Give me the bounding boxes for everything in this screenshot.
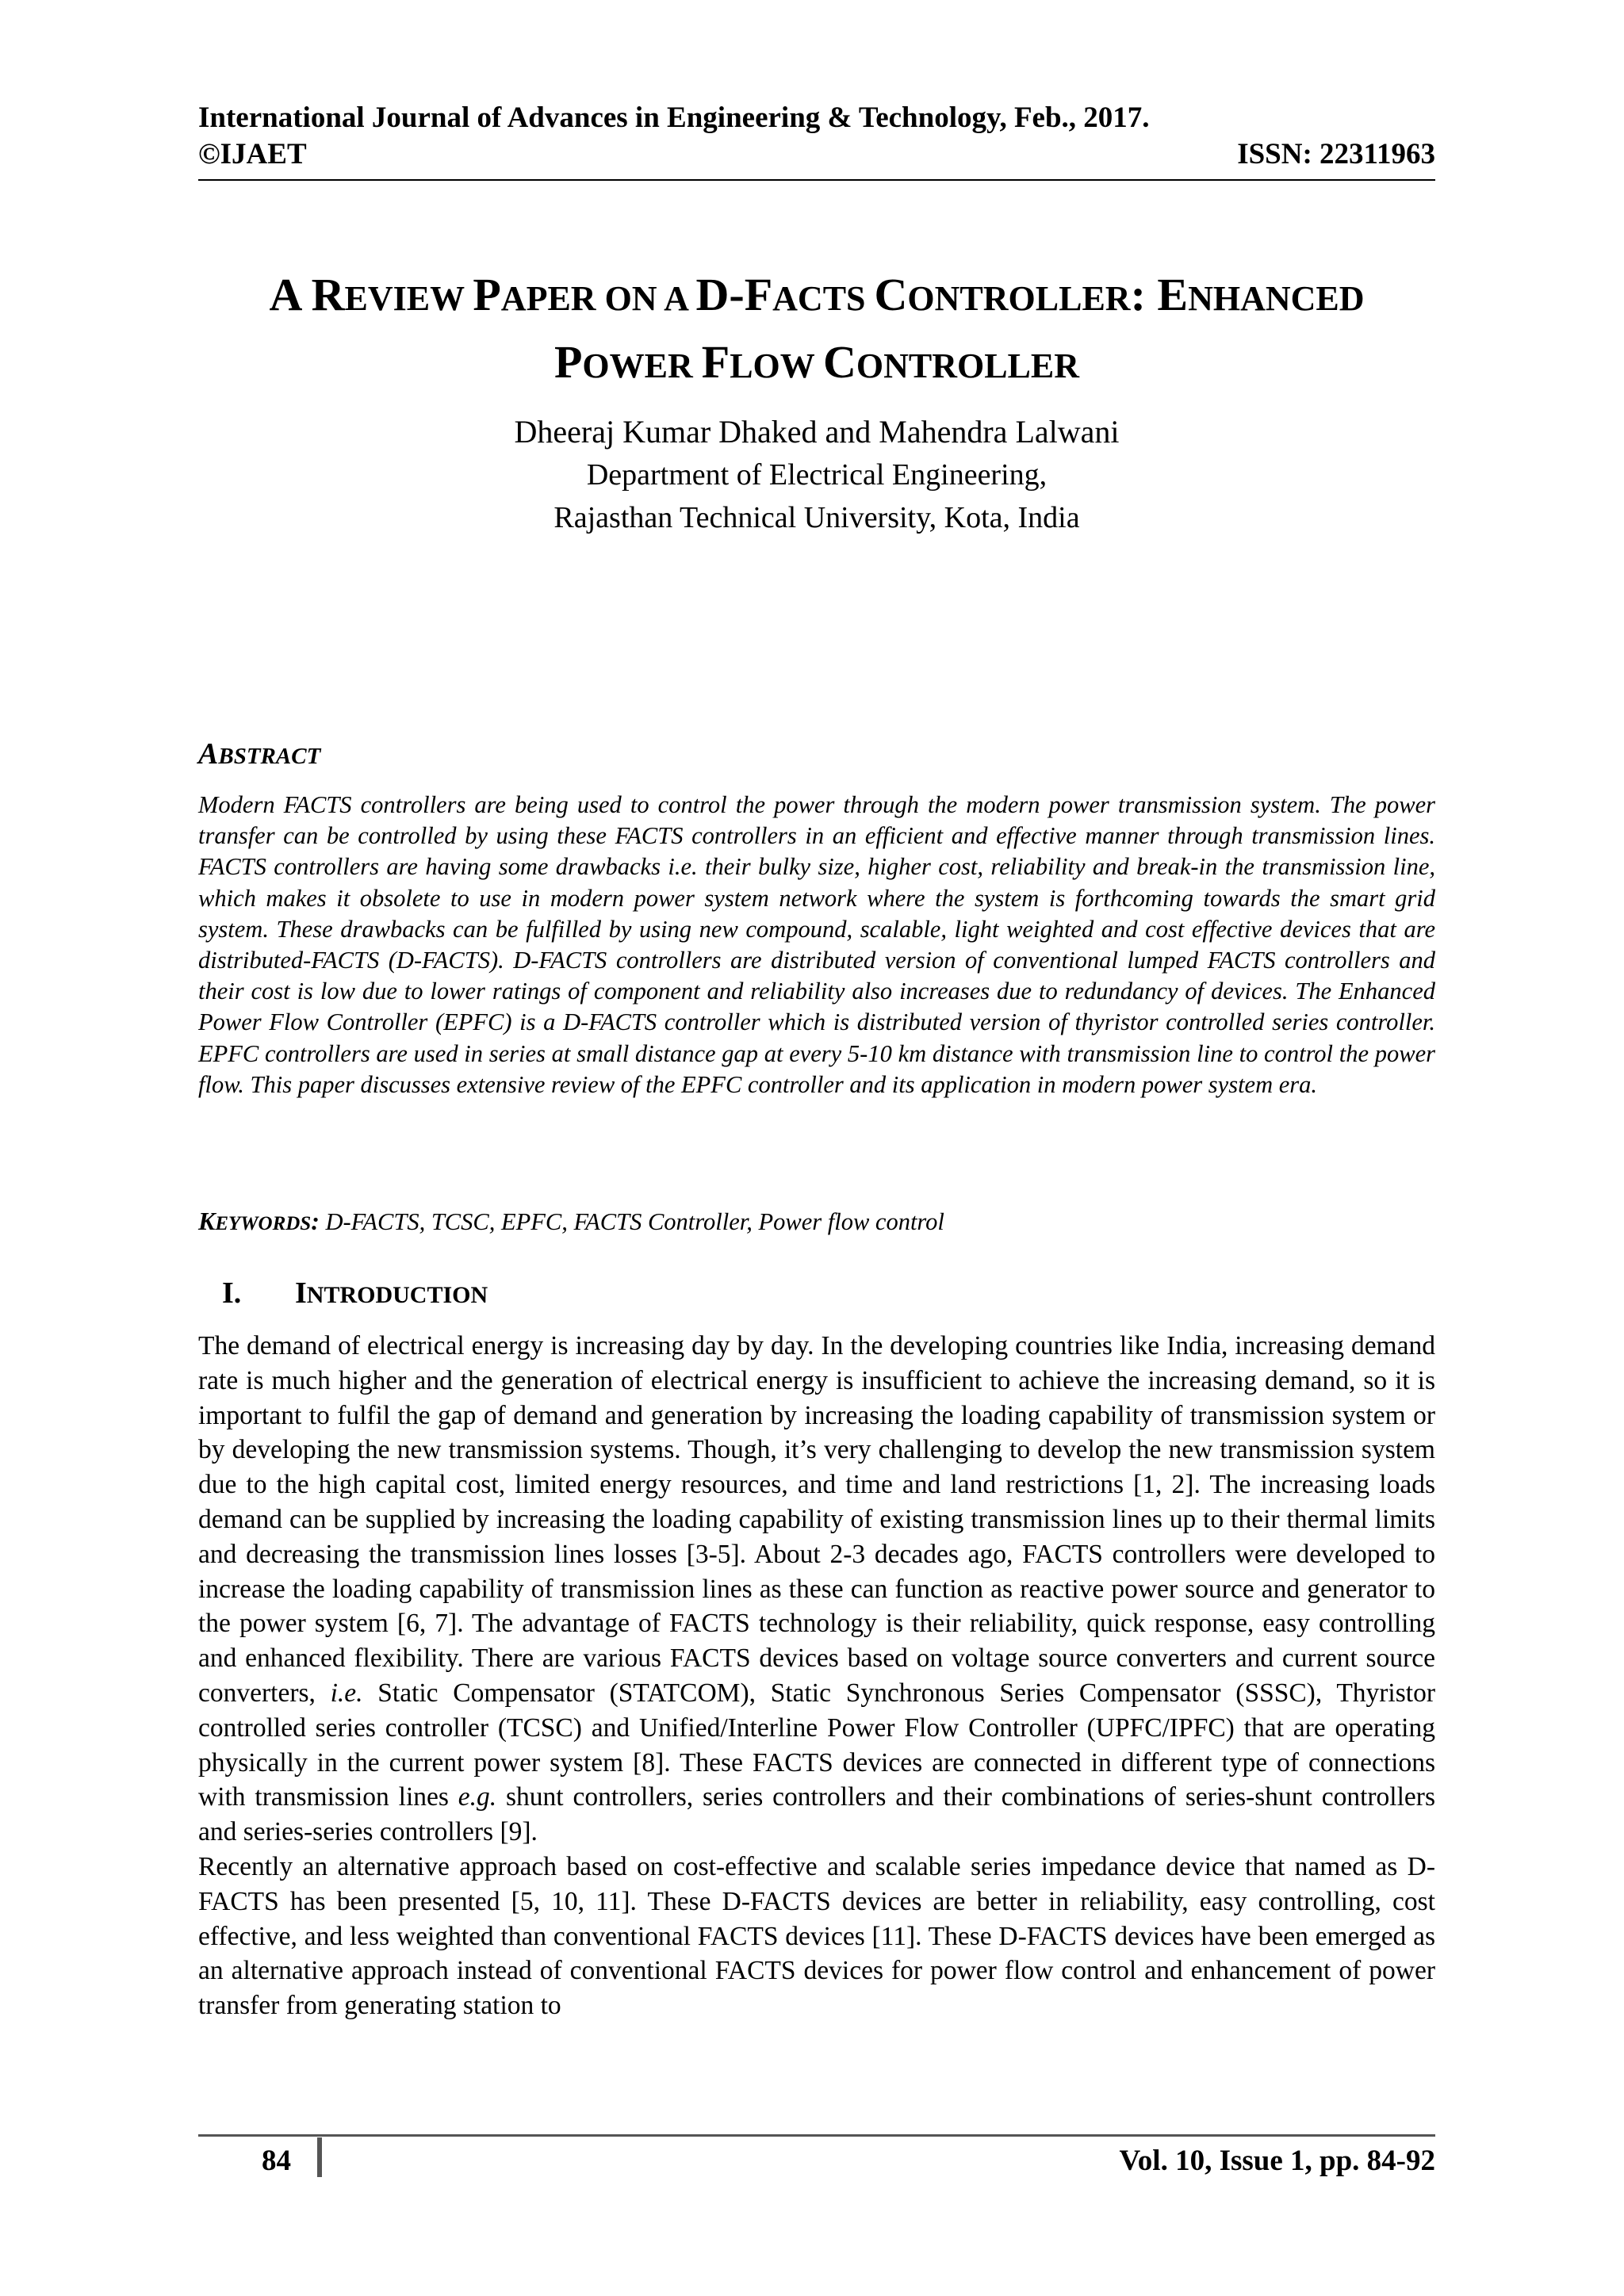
keywords bbox=[198, 1205, 1435, 1240]
page-number: 84 bbox=[262, 2145, 291, 2177]
university: Rajasthan Technical University, Kota, India bbox=[553, 501, 1080, 534]
author-block bbox=[198, 411, 1435, 539]
abstract-text: Modern FACTS controllers are being used to control the power through the modern power transmission system. The power transfer can be controlled by using these FACTS controllers in an efficient and effective manner through transmission lines. FACTS controllers are having some drawbacks i.e. their bulky size, higher cost, reliability and break-in the transmission line, which makes it obsolete to use in modern power system network where the system is forthcoming towards the smart grid system. These drawbacks can be fulfilled by using new compound, scalable, light weighted and cost effective devices that are distributed-FACTS (D-FACTS). D-FACTS controllers are distributed version of conventional lumped FACTS controllers and their cost is low due to lower ratings of component and reliability also increases due to redundancy of devices. The Enhanced Power Flow Controller (EPFC) is a D-FACTS controller which is distributed version of thyristor controlled series controller. EPFC controllers are used in series at small distance gap at every 5-10 km distance with transmission line to control the power flow. This paper discusses extensive review of the EPFC controller and its application in modern power system era. bbox=[198, 791, 1435, 1098]
copyright: ©IJAET bbox=[198, 138, 307, 170]
section-heading-introduction: I. INTRODUCTION bbox=[222, 1276, 488, 1310]
running-footer bbox=[198, 2137, 1435, 2185]
footer-rule bbox=[198, 2134, 1435, 2137]
running-header bbox=[198, 100, 1435, 173]
department: Department of Electrical Engineering, bbox=[586, 458, 1048, 492]
paper-title bbox=[198, 263, 1435, 398]
abstract-heading: ABSTRACT bbox=[198, 737, 321, 771]
volume-info: Vol. 10, Issue 1, pp. 84-92 bbox=[1119, 2145, 1435, 2177]
body-text bbox=[198, 1329, 1435, 2023]
title-line-1: A REVIEW PAPER ON A D-FACTS CONTROLLER: ENHANCED bbox=[269, 269, 1365, 320]
paragraph-1: The demand of electrical energy is increasing day by day. In the developing countries like India, increasing demand rate is much higher and the generation of electrical energy is insufficient to achieve the increasing demand, so it is important to fulfil the gap of demand and generation by increasing the loading capability of transmission system or by developing the new transmission systems. Though, it’s very challenging to develop the new transmission system due to the high capital cost, limited energy resources, and time and land restrictions [1, 2]. The increasing loads demand can be supplied by increasing the loading capability of existing transmission lines up to their thermal limits and decreasing the transmission lines losses [3-5]. About 2-3 decades ago, FACTS controllers were developed to increase the loading capability of transmission lines as these can function as reactive power source and generator to the power system [6, 7]. The advantage of FACTS technology is their reliability, quick response, easy controlling and enhanced flexibility. There are various FACTS devices based on voltage source converters and current source converters, i.e. Static Compensator (STATCOM), Static Synchronous Series Compensator (SSSC), Thyristor controlled series controller (TCSC) and Unified/Interline Power Flow Controller (UPFC/IPFC) that are operating physically in the current power system [8]. These FACTS devices are connected in different type of connections with transmission lines e.g. shunt controllers, series controllers and their combinations of series-shunt controllers and series-series controllers [9]. bbox=[198, 1331, 1435, 1847]
issn: ISSN: 22311963 bbox=[1237, 138, 1435, 170]
header-rule bbox=[198, 179, 1435, 181]
keywords-text: D-FACTS, TCSC, EPFC, FACTS Controller, Power flow control bbox=[319, 1208, 944, 1235]
paragraph-2: Recently an alternative approach based on cost-effective and scalable series impedance device that named as D-FACTS has been presented [5, 10, 11]. These D-FACTS devices are better in reliability, easy controlling, cost effective, and less weighted than conventional FACTS devices [11]. These D-FACTS devices have been emerged as an alternative approach instead of conventional FACTS devices for power flow control and enhancement of power transfer from generating station to bbox=[198, 1851, 1435, 2021]
footer-divider bbox=[317, 2137, 322, 2177]
journal-name: International Journal of Advances in Engineering & Technology, Feb., 2017. bbox=[198, 101, 1150, 134]
keywords-label: KEYWORDS: bbox=[198, 1207, 320, 1235]
author-names: Dheeraj Kumar Dhaked and Mahendra Lalwani bbox=[514, 414, 1120, 450]
title-line-2: POWER FLOW CONTROLLER bbox=[553, 336, 1080, 388]
